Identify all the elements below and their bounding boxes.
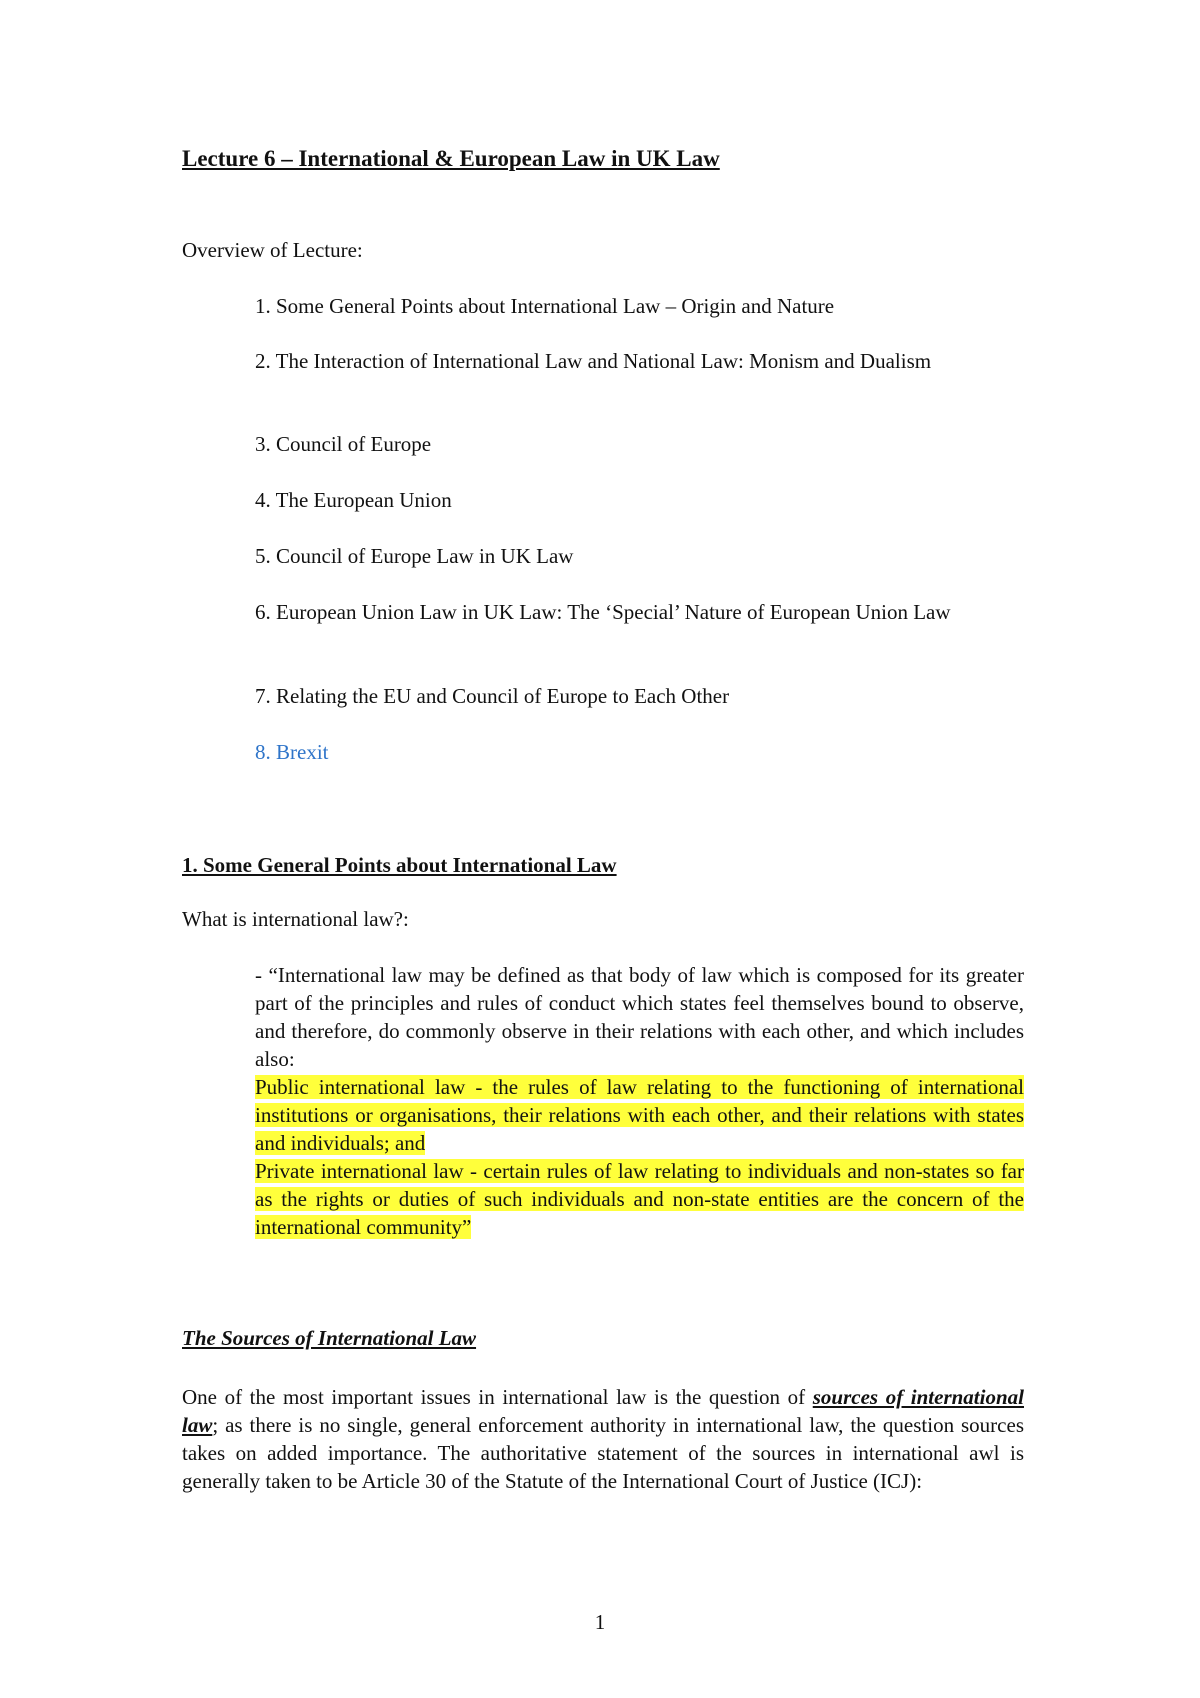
sources-heading: The Sources of International Law (182, 1326, 477, 1350)
sources-emphasis: sources of international law (182, 1385, 1024, 1437)
page-number: 1 (594, 1610, 606, 1634)
overview-item-1: 1. Some General Points about International Law – Origin and Nature (255, 294, 835, 318)
overview-item-5: 5. Council of Europe Law in UK Law (255, 544, 574, 568)
sources-text-after: ; as there is no single, general enforcement authority in international law, the question sources takes on added importance. The authoritative statement of the sources in international awl is generally taken to be Article 30 of the Statute of the International Court of Justice (ICJ): (182, 1413, 1024, 1493)
definition-quote (255, 961, 1024, 1241)
overview-label: Overview of Lecture: (182, 238, 363, 262)
overview-item-3: 3. Council of Europe (255, 432, 432, 456)
quote-private-highlight: Private international law - certain rules of law relating to individuals and non-states so far as the rights or duties of such individuals and non-state entities are the concern of the international community” (255, 1159, 1024, 1239)
quote-intro: - “International law may be defined as that body of law which is composed for its greater part of the principles and rules of conduct which states feel themselves bound to observe, and therefore, do commonly observe in their relations with each other, and which includes also: (255, 963, 1024, 1071)
quote-public-highlight: Public international law - the rules of law relating to the functioning of international institutions or organisations, their relations with each other, and their relations with states and individuals; and (255, 1075, 1024, 1155)
overview-item-7: 7. Relating the EU and Council of Europe to Each Other (255, 684, 730, 708)
overview-item-8: 8. Brexit (255, 740, 329, 764)
sources-paragraph (182, 1383, 1024, 1495)
question-text: What is international law?: (182, 907, 409, 931)
overview-item-2: 2. The Interaction of International Law and National Law: Monism and Dualism (255, 349, 932, 373)
section-heading: 1. Some General Points about International Law (182, 853, 617, 877)
overview-item-6: 6. European Union Law in UK Law: The ‘Special’ Nature of European Union Law (255, 600, 951, 624)
page-title: Lecture 6 – International & European Law in UK Law (182, 146, 720, 171)
sources-text-before: One of the most important issues in international law is the question of (182, 1385, 813, 1409)
overview-item-4: 4. The European Union (255, 488, 452, 512)
